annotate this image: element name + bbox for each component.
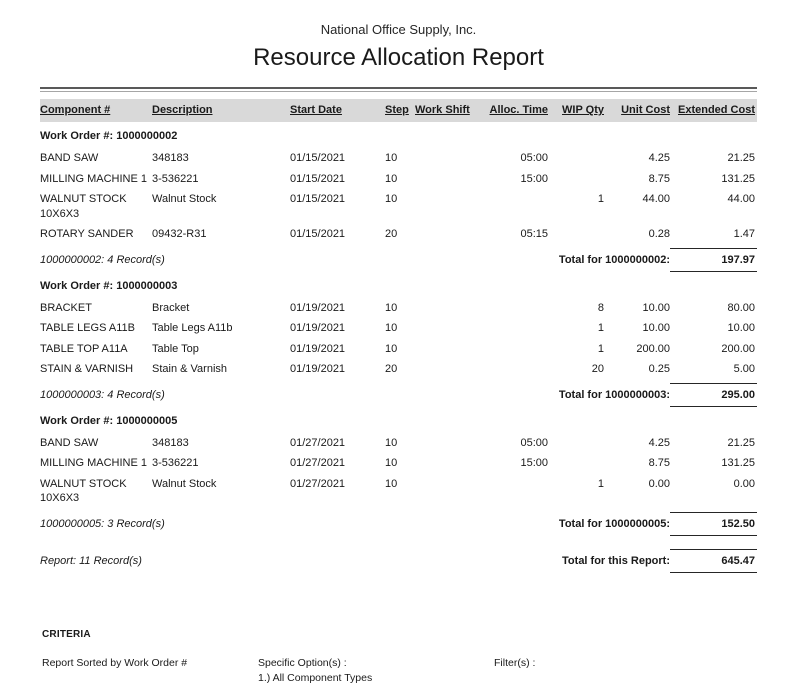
work-order-header: Work Order #: 1000000002 (40, 130, 178, 142)
header-divider (40, 87, 757, 92)
criteria-filters-label: Filter(s) : (494, 656, 536, 669)
section-record-count: 1000000005: 3 Record(s) (40, 517, 165, 530)
cell-unit-cost: 4.25 (648, 436, 670, 449)
section-total-value: 152.50 (670, 512, 757, 536)
page-title: Resource Allocation Report (253, 44, 544, 71)
cell-extended-cost: 5.00 (733, 363, 755, 375)
cell-step: 10 (385, 477, 398, 490)
cell-step: 10 (385, 152, 398, 164)
column-header-unit-cost: Unit Cost (621, 104, 670, 117)
cell-start-date: 01/15/2021 (290, 152, 346, 164)
table-row (40, 339, 757, 360)
column-header-component: Component # (40, 104, 111, 117)
cell-work-shift (415, 172, 470, 187)
work-order-header: Work Order #: 1000000003 (40, 279, 178, 292)
cell-step: 10 (385, 193, 398, 205)
cell-unit-cost: 200.00 (636, 342, 670, 355)
section-total-row (40, 509, 757, 536)
cell-wip-qty: 8 (597, 301, 604, 314)
column-header-alloc-time: Alloc. Time (489, 104, 548, 117)
cell-description: Walnut Stock (152, 477, 217, 490)
cell-extended-cost: 44.00 (727, 193, 755, 205)
column-header-row (40, 99, 757, 122)
cell-alloc-time: 05:00 (520, 436, 548, 449)
cell-wip-qty: 1 (597, 477, 604, 490)
cell-start-date: 01/27/2021 (290, 477, 346, 490)
table-row (40, 148, 757, 169)
criteria-specific-options-label: Specific Option(s) : (258, 656, 347, 669)
cell-component: TABLE LEGS A11B (40, 322, 135, 334)
cell-description: Table Legs A11b (152, 322, 233, 334)
cell-start-date: 01/19/2021 (290, 363, 346, 375)
cell-wip-qty: 1 (597, 322, 604, 334)
company-name: National Office Supply, Inc. (320, 22, 477, 37)
cell-work-shift (415, 227, 470, 242)
criteria-sorted-by: Report Sorted by Work Order # (42, 656, 188, 669)
cell-step: 10 (385, 172, 398, 185)
report-header (40, 22, 757, 74)
cell-work-shift (415, 321, 470, 336)
cell-component: STAIN & VARNISH (40, 363, 134, 375)
cell-unit-cost: 44.00 (642, 193, 670, 205)
criteria-specific-options-value: 1.) All Component Types (258, 671, 373, 684)
cell-description: Bracket (152, 301, 190, 314)
cell-work-shift (415, 362, 470, 377)
cell-component: WALNUT STOCK 10X6X3 (40, 477, 127, 504)
cell-work-shift (415, 477, 470, 506)
criteria-heading: CRITERIA (42, 628, 91, 640)
column-header-extended-cost: Extended Cost (677, 104, 755, 117)
report-record-count: Report: 11 Record(s) (40, 554, 142, 567)
cell-extended-cost: 21.25 (727, 436, 755, 449)
criteria-section (40, 629, 757, 686)
report-total-row (40, 546, 757, 573)
cell-alloc-time: 15:00 (520, 457, 548, 469)
cell-wip-qty (548, 227, 604, 242)
cell-wip-qty (548, 456, 604, 471)
cell-unit-cost: 10.00 (642, 322, 670, 334)
section-record-count: 1000000002: 4 Record(s) (40, 253, 165, 266)
cell-component: BAND SAW (40, 152, 99, 164)
cell-alloc-time (470, 342, 548, 357)
cell-step: 10 (385, 342, 398, 355)
cell-extended-cost: 0.00 (733, 477, 755, 490)
cell-component: BRACKET (40, 301, 92, 314)
section-total-label: Total for 1000000005: (558, 517, 670, 530)
cell-extended-cost: 80.00 (727, 301, 755, 314)
cell-work-shift (415, 436, 470, 451)
cell-description: 348183 (152, 152, 189, 164)
cell-description: Walnut Stock (152, 193, 217, 205)
cell-alloc-time: 05:15 (520, 228, 548, 240)
cell-work-shift (415, 151, 470, 166)
cell-wip-qty (548, 151, 604, 166)
table-row (40, 318, 757, 339)
cell-component: BAND SAW (40, 436, 99, 449)
cell-start-date: 01/15/2021 (290, 193, 346, 205)
section-record-count: 1000000003: 4 Record(s) (40, 388, 165, 401)
table-row (40, 169, 757, 190)
cell-start-date: 01/15/2021 (290, 228, 346, 240)
section-total-value: 295.00 (670, 383, 757, 407)
cell-alloc-time (470, 192, 548, 221)
cell-unit-cost: 0.25 (648, 363, 670, 375)
cell-wip-qty: 20 (591, 363, 604, 375)
cell-description: 09432-R31 (152, 228, 207, 240)
cell-unit-cost: 0.00 (648, 477, 670, 490)
cell-description: Stain & Varnish (152, 363, 228, 375)
cell-unit-cost: 8.75 (648, 172, 670, 185)
cell-work-shift (415, 342, 470, 357)
cell-start-date: 01/19/2021 (290, 322, 346, 334)
table-row (40, 189, 757, 224)
cell-component: ROTARY SANDER (40, 228, 134, 240)
cell-work-shift (415, 301, 470, 316)
cell-extended-cost: 131.25 (721, 457, 755, 469)
cell-start-date: 01/15/2021 (290, 172, 346, 185)
column-header-work-shift: Work Shift (415, 104, 470, 117)
section-total-row (40, 245, 757, 272)
cell-step: 10 (385, 436, 398, 449)
cell-work-shift (415, 192, 470, 221)
table-row (40, 474, 757, 509)
cell-alloc-time (470, 321, 548, 336)
cell-alloc-time (470, 362, 548, 377)
report-total-label: Total for this Report: (562, 554, 670, 567)
cell-wip-qty: 1 (597, 342, 604, 355)
table-row (40, 453, 757, 474)
cell-alloc-time: 15:00 (520, 172, 548, 185)
table-row (40, 224, 757, 245)
cell-start-date: 01/27/2021 (290, 457, 346, 469)
column-header-description: Description (152, 104, 213, 117)
cell-extended-cost: 131.25 (721, 172, 755, 185)
cell-extended-cost: 1.47 (733, 228, 755, 240)
cell-step: 10 (385, 301, 398, 314)
column-header-start-date: Start Date (290, 104, 342, 117)
cell-extended-cost: 10.00 (727, 322, 755, 334)
cell-extended-cost: 200.00 (721, 342, 755, 355)
cell-alloc-time: 05:00 (520, 152, 548, 164)
work-order-header: Work Order #: 1000000005 (40, 414, 178, 427)
cell-wip-qty (548, 436, 604, 451)
section-total-value: 197.97 (670, 248, 757, 272)
cell-alloc-time (470, 477, 548, 506)
cell-step: 10 (385, 457, 398, 469)
cell-alloc-time (470, 301, 548, 316)
column-header-wip-qty: WIP Qty (562, 104, 604, 117)
table-row (40, 359, 757, 380)
section-total-label: Total for 1000000003: (558, 388, 670, 401)
cell-step: 20 (385, 363, 398, 375)
cell-step: 10 (385, 322, 398, 334)
cell-description: Table Top (152, 342, 199, 355)
section-total-label: Total for 1000000002: (558, 253, 670, 266)
table-row (40, 298, 757, 319)
cell-unit-cost: 10.00 (642, 301, 670, 314)
cell-extended-cost: 21.25 (727, 152, 755, 164)
cell-component: TABLE TOP A11A (40, 342, 128, 355)
cell-start-date: 01/19/2021 (290, 342, 346, 355)
cell-component: MILLING MACHINE 1 (40, 457, 147, 469)
cell-description: 3-536221 (152, 172, 199, 185)
cell-description: 348183 (152, 436, 189, 449)
table-row (40, 433, 757, 454)
cell-unit-cost: 4.25 (648, 152, 670, 164)
cell-start-date: 01/19/2021 (290, 301, 346, 314)
section-total-row (40, 380, 757, 407)
cell-description: 3-536221 (152, 457, 199, 469)
criteria-specific-options (258, 656, 494, 686)
cell-step: 20 (385, 228, 398, 240)
cell-wip-qty: 1 (597, 193, 604, 205)
cell-unit-cost: 0.28 (648, 228, 670, 240)
cell-unit-cost: 8.75 (648, 457, 670, 469)
cell-start-date: 01/27/2021 (290, 436, 346, 449)
cell-component: MILLING MACHINE 1 (40, 172, 147, 185)
column-header-step: Step (385, 104, 409, 117)
cell-component: WALNUT STOCK 10X6X3 (40, 193, 127, 220)
cell-wip-qty (548, 172, 604, 187)
criteria-row (42, 656, 757, 686)
cell-work-shift (415, 456, 470, 471)
report-total-value: 645.47 (670, 549, 757, 573)
